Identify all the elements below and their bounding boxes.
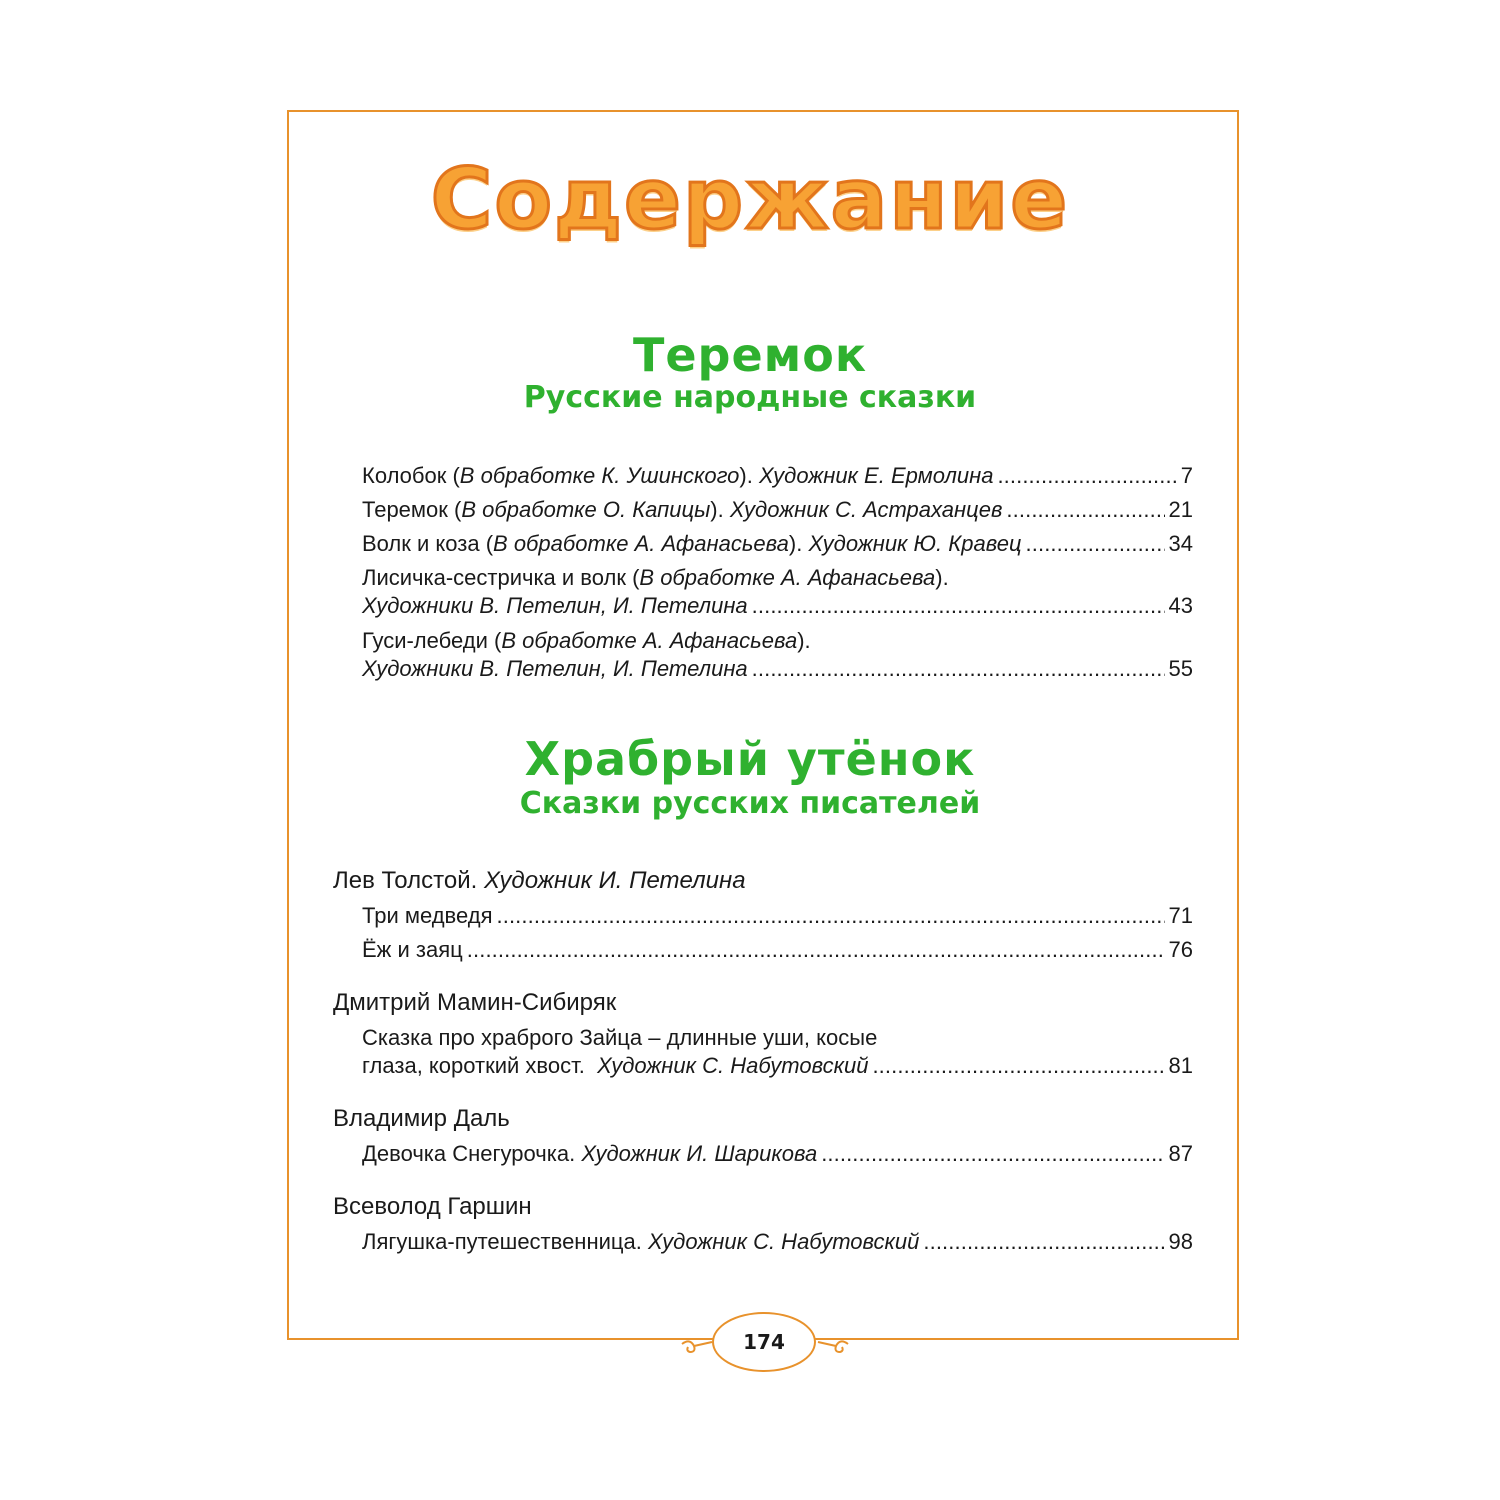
author-tolstoy: Лев Толстой. Художник И. Петелина xyxy=(333,867,746,894)
page-number-ornament xyxy=(680,1312,850,1382)
entry-text: Ёж и заяц xyxy=(362,937,463,962)
leader-dots xyxy=(872,1052,1164,1080)
toc-entry-gusi-line1: Гуси-лебеди (В обработке А. Афанасьева). xyxy=(362,628,811,653)
page-ref: 81 xyxy=(1168,1053,1193,1078)
leader-dots xyxy=(997,462,1176,490)
page-ref: 87 xyxy=(1168,1141,1193,1166)
toc-entry-lisichka-line1: Лисичка-сестричка и волк (В обработке А. Афанасьева). xyxy=(362,565,949,590)
entry-text: Волк и коза (В обработке А. Афанасьева). Художник Ю. Кравец xyxy=(362,531,1022,556)
contents-title: Содержание xyxy=(430,150,1070,248)
page-ref: 34 xyxy=(1168,531,1193,556)
page-ref: 76 xyxy=(1168,937,1193,962)
entry-artist: Художники В. Петелин, И. Петелина xyxy=(362,593,748,618)
page-ref: 43 xyxy=(1168,593,1193,618)
toc-entry-hrabryi-zayac[interactable] xyxy=(362,1052,1193,1080)
entry-text: Теремок (В обработке О. Капицы). Художник С. Астраханцев xyxy=(362,497,1003,522)
page-ref: 21 xyxy=(1168,497,1193,522)
entry-text: Девочка Снегурочка. Художник И. Шарикова xyxy=(362,1141,818,1166)
toc-entry-kolobok[interactable] xyxy=(362,462,1193,490)
page-ref: 7 xyxy=(1180,463,1193,488)
toc-entry-teremok[interactable] xyxy=(362,496,1193,524)
toc-entry-zayac-line1: Сказка про храброго Зайца – длинные уши, косые xyxy=(362,1025,878,1050)
author-mamin: Дмитрий Мамин-Сибиряк xyxy=(333,989,617,1016)
page-ref: 98 xyxy=(1168,1229,1193,1254)
leader-dots xyxy=(923,1228,1164,1256)
section1-subtitle: Русские народные сказки xyxy=(523,380,977,415)
leader-dots xyxy=(1006,496,1164,524)
page-ref: 71 xyxy=(1168,903,1193,928)
author-garshin: Всеволод Гаршин xyxy=(333,1193,532,1220)
leader-dots xyxy=(752,655,1165,683)
leader-dots xyxy=(467,936,1165,964)
section1-title: Теремок xyxy=(632,328,868,382)
leader-dots xyxy=(497,902,1165,930)
leader-dots xyxy=(752,592,1165,620)
entry-text: Колобок (В обработке К. Ушинского). Художник Е. Ермолина xyxy=(362,463,994,488)
leader-dots xyxy=(1026,530,1165,558)
entry-artist: Художники В. Петелин, И. Петелина xyxy=(362,656,748,681)
section2-subtitle: Сказки русских писателей xyxy=(519,786,981,821)
toc-entry-lyagushka[interactable] xyxy=(362,1228,1193,1256)
entry-text: Лягушка-путешественница. Художник С. Набутовский xyxy=(362,1229,920,1254)
toc-entry-gusi-lebedi[interactable] xyxy=(362,655,1193,683)
author-dal: Владимир Даль xyxy=(333,1105,510,1132)
section2-title: Храбрый утёнок xyxy=(524,732,976,786)
page-number: 174 xyxy=(712,1312,816,1372)
entry-text: Три медведя xyxy=(362,903,493,928)
toc-entry-snegurochka[interactable] xyxy=(362,1140,1193,1168)
toc-entry-ezh-i-zayac[interactable] xyxy=(362,936,1193,964)
page-ref: 55 xyxy=(1168,656,1193,681)
entry-text: глаза, короткий хвост. Художник С. Набутовский xyxy=(362,1053,869,1078)
toc-entry-lisichka[interactable] xyxy=(362,592,1193,620)
toc-entry-volk-i-koza[interactable] xyxy=(362,530,1193,558)
leader-dots xyxy=(821,1140,1164,1168)
toc-entry-tri-medvedya[interactable] xyxy=(362,902,1193,930)
